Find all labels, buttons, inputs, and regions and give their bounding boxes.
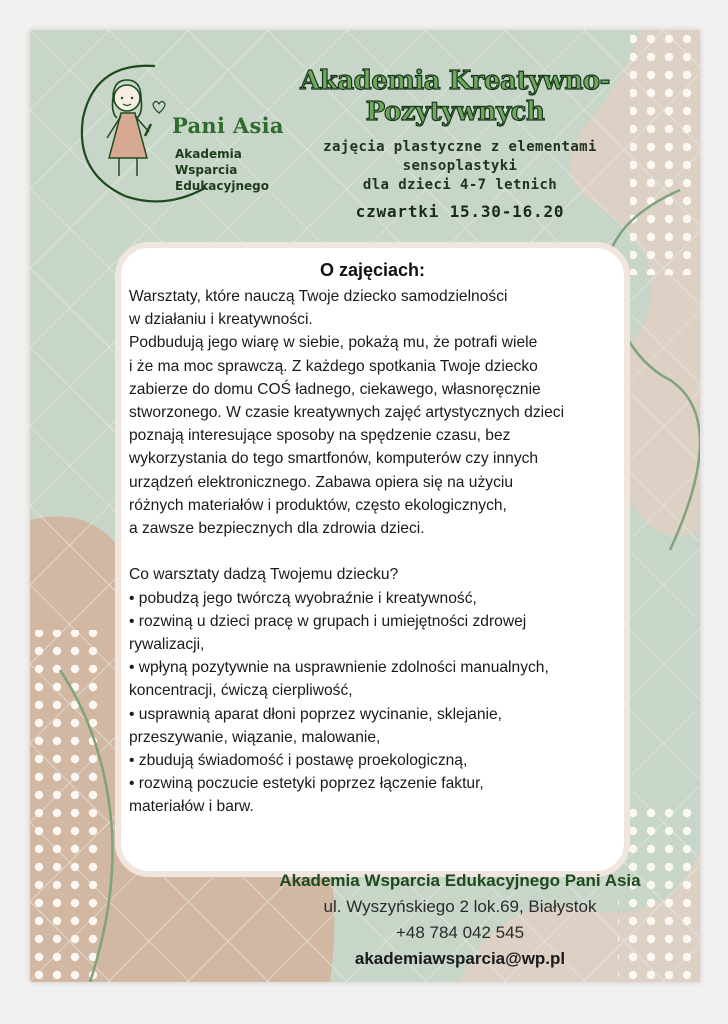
poster-subtitle [280, 138, 640, 195]
phone-number: +48 784 042 545 [395, 923, 525, 942]
title-line: Pozytywnych [365, 97, 545, 127]
poster [30, 30, 700, 982]
about-heading: O zajęciach: [319, 260, 426, 280]
poster-title [270, 66, 640, 128]
subtitle-line: sensoplastyki [402, 158, 518, 174]
schedule-time: czwartki 15.30-16.20 [355, 202, 565, 221]
email-address: akademiawsparcia@wp.pl [354, 949, 566, 968]
address: ul. Wyszyńskiego 2 lok.69, Białystok [323, 897, 597, 916]
brand-sub-line: Akademia [175, 147, 242, 161]
subtitle-line: dla dzieci 4-7 letnich [362, 177, 558, 193]
brand-sub-line: Wsparcia [175, 163, 238, 177]
about-body: Warsztaty, które nauczą Twoje dziecko samodzielności w działaniu i kreatywności. Podbudują jego wiarę w siebie, pokażą mu, że potrafi wiele i że ma moc sprawczą. Z każdego spotkania Twoje dziecko zabierze do domu COŚ ładnego, ciekawego, własnoręcznie stworzonego. W czasie kreatywnych zajęć artystycznych dzieci poznają interesujące sposoby na spędzenie czasu, bez wykorzystania do tego smartfonów, komputerów czy innych urządzeń elektronicznego. Zabawa opiera się na użyciu różnych materiałów i produktów, często ekologicznych, a zawsze bezpiecznych dla zdrowia dzieci. Co warsztaty dadzą Twojemu dziecku? • pobudzą jego twórczą wyobraźnie i kreatywność, • rozwiną u dzieci pracę w grupach i umiejętności zdrowej rywalizacji, • wpłyną pozytywnie na usprawnienie zdolności manualnych, koncentracji, ćwiczą cierpliwość, • usprawnią aparat dłoni poprzez wycinanie, sklejanie, przeszywanie, wiązanie, malowanie, • zbudują świadomość i postawę proekologiczną, • rozwiną poczucie estetyki poprzez łączenie faktur, materiałów i barw. [129, 288, 565, 816]
organization-name: Akademia Wsparcia Edukacyjnego Pani Asia [279, 871, 641, 890]
brand-name: Pani Asia [172, 113, 284, 138]
brand-sub-line: Edukacyjnego [175, 179, 269, 193]
logo [55, 58, 295, 213]
contact-footer [220, 868, 700, 972]
brand-subtitle [175, 146, 269, 194]
about-card [115, 242, 630, 877]
title-line: Akademia Kreatywno- [300, 66, 610, 96]
subtitle-line: zajęcia plastyczne z elementami [323, 139, 597, 155]
